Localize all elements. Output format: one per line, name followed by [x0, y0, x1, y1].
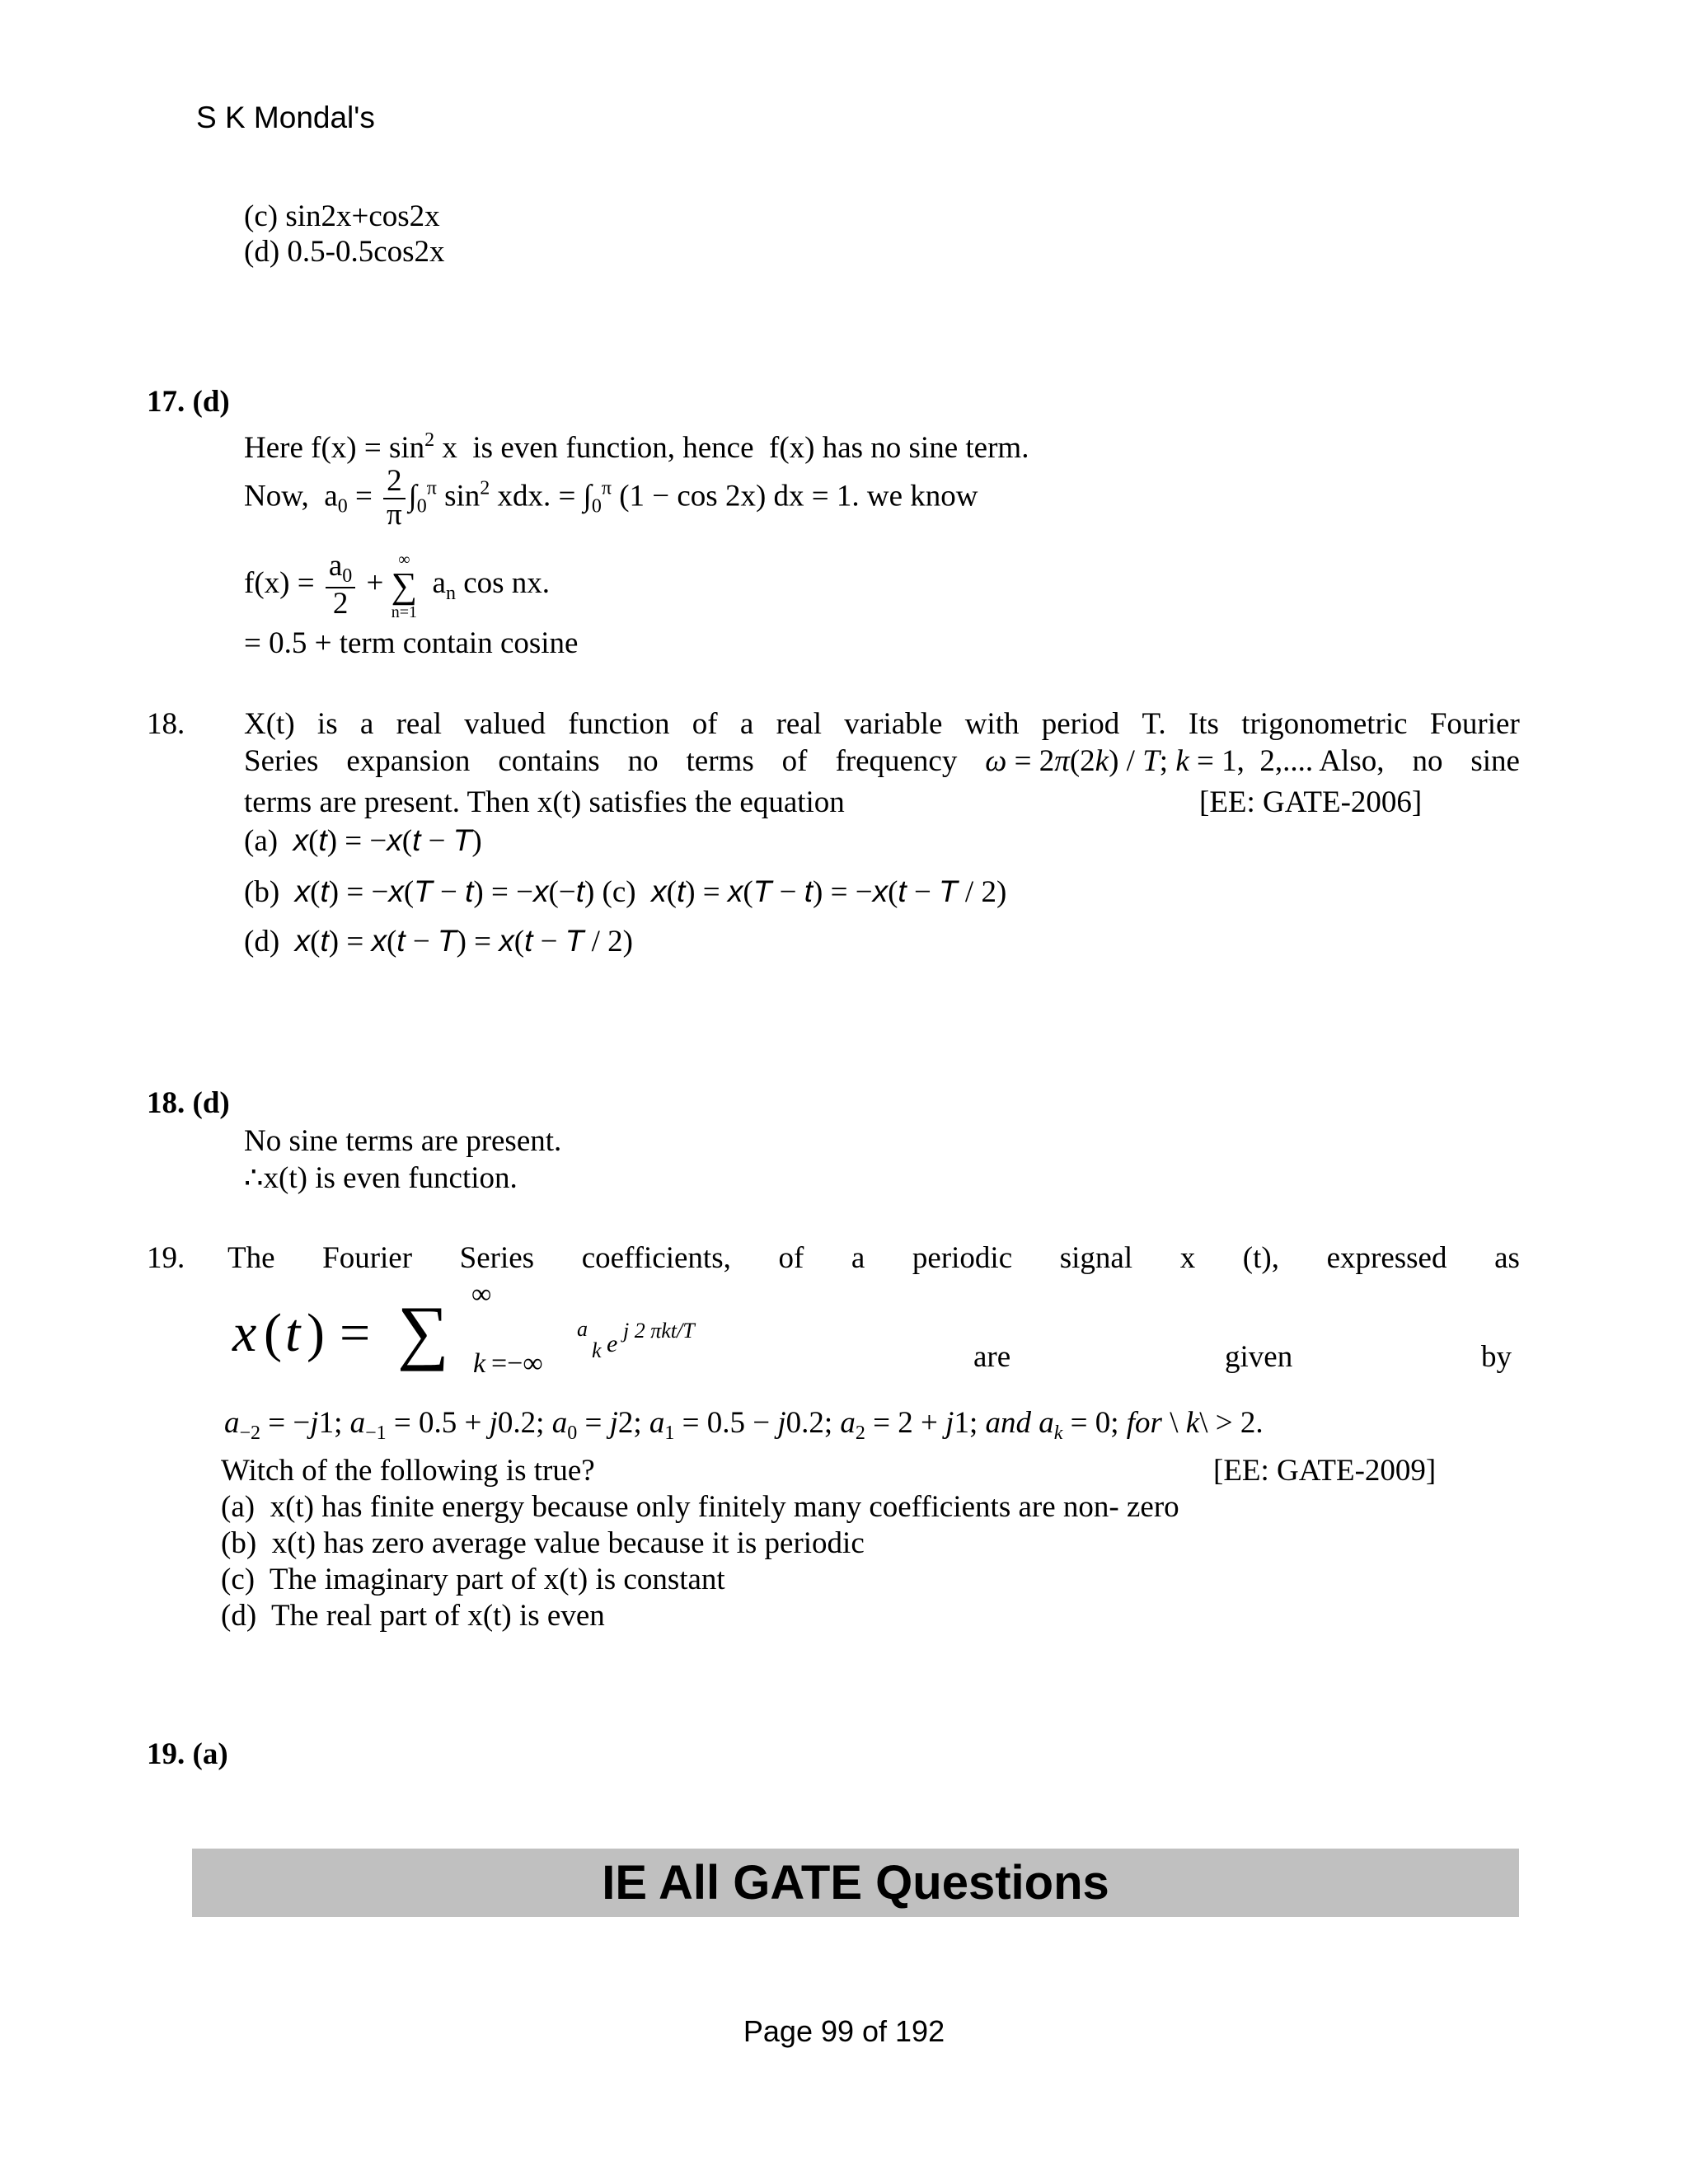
answer-17-heading: 17. (d) — [147, 385, 230, 419]
q19-option-d: (d) The real part of x(t) is even — [221, 1599, 605, 1633]
q19-question: Witch of the following is true? — [221, 1454, 595, 1488]
section-banner-title: IE All GATE Questions — [602, 1856, 1109, 1910]
q18-options-b-c: (b) x(t) = −x(T − t) = −x(−t) (c) x(t) = x(T − t) = −x(t − T / 2) — [244, 874, 1007, 909]
page-number: Page 99 of 192 — [743, 2014, 945, 2048]
q19-tail-word-2: given — [1225, 1340, 1293, 1374]
q19-option-a: (a) x(t) has finite energy because only finitely many coefficients are non- zero — [221, 1490, 1179, 1524]
answer-17-line-1: Here $f(x) = \sin^2 x$ is even function, hence f(x) has no sine term. — [244, 429, 1029, 465]
q18-source: [EE: GATE-2006] — [1199, 785, 1423, 819]
answer-18-line-2: ∴x(t) is even function. — [244, 1161, 518, 1195]
q19-intro-line: The Fourier Series coefficients, of a periodic signal x (t), expressed as — [227, 1241, 1520, 1275]
q19-coefficients: $a_{-2} = -j1$; $a_{-1} = 0.5 + j0.2$; $a_0 = j2$; $a_1 = 0.5 - j0.2$; $a_2 = 2 + j1$; and $a_k = 0$; for \ k\ > 2. — [224, 1406, 1264, 1444]
answer-19-heading: 19. (a) — [147, 1737, 228, 1771]
answer-18-heading: 18. (d) — [147, 1086, 230, 1120]
q19-number: 19. — [147, 1241, 185, 1275]
page-header-author: S K Mondal's — [196, 101, 375, 134]
q19-option-b: (b) x(t) has zero average value because it is periodic — [221, 1526, 865, 1560]
q18-line-2: Series expansion contains no terms of frequency ω = 2π(2k) / T; k = 1, 2,.... Also, no sine — [244, 744, 1520, 778]
q18-line-1: X(t) is a real valued function of a real variable with period T. Its trigonometric Fourier — [244, 707, 1520, 741]
answer-18-line-1: No sine terms are present. — [244, 1124, 562, 1158]
q16-option-c: (c) sin2x+cos2x — [244, 199, 440, 233]
q18-number: 18. — [147, 707, 185, 741]
q19-source: [EE: GATE-2009] — [1213, 1454, 1437, 1488]
section-banner — [192, 1849, 1519, 1917]
q18-line-3: terms are present. Then x(t) satisfies the equation — [244, 785, 845, 819]
answer-17-line-2: Now, $a_0$ = $\frac{2}{\pi}$ $\int_0^\pi$ $\sin^2$ xdx. = $\int_0^\pi$ (1 − cos 2x) dx = 1. we know — [244, 464, 978, 532]
q19-option-c: (c) The imaginary part of x(t) is constant — [221, 1563, 725, 1596]
q18-option-a: (a) x(t) = −x(t − T) — [244, 823, 482, 858]
answer-17-line-3: f(x) = $\frac{a_0}{2}$ + ∞ ∑ n=1 $a_n$ cos nx. — [244, 549, 551, 621]
q18-option-d: (d) x(t) = x(t − T) = x(t − T / 2) — [244, 924, 633, 958]
q16-option-d: (d) 0.5-0.5cos2x — [244, 235, 445, 269]
q19-tail-word-3: by — [1481, 1340, 1512, 1374]
answer-17-line-4: = 0.5 + term contain cosine — [244, 626, 579, 660]
q19-tail-word-1: are — [973, 1340, 1011, 1374]
